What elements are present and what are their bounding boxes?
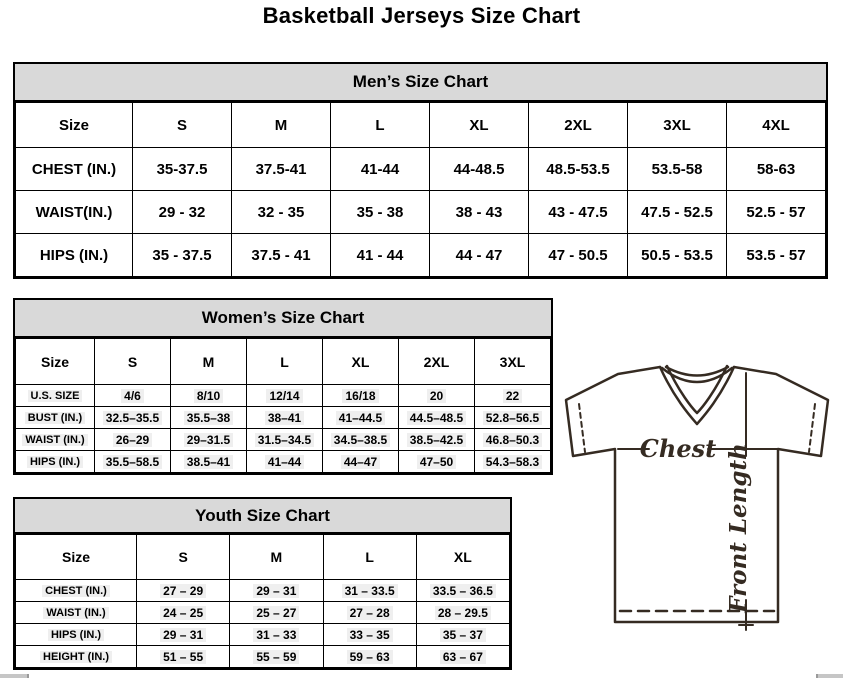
mens-size-chart <box>13 62 828 279</box>
size-value-cell: 59 – 63 <box>323 646 416 668</box>
size-value-cell: 33 – 35 <box>323 624 416 646</box>
size-value-cell: 38–41 <box>247 407 323 429</box>
sleeve-hem-dashed-right <box>809 404 815 452</box>
table-row <box>16 646 510 668</box>
sleeve-hem-dashed-left <box>579 404 585 452</box>
youth-table <box>15 534 510 668</box>
size-value-cell: 24 – 25 <box>137 602 230 624</box>
size-value-cell: 29 - 32 <box>133 191 232 234</box>
size-value-cell: 47 - 50.5 <box>529 234 628 277</box>
size-column-header: S <box>133 103 232 148</box>
size-value-cell: 27 – 29 <box>137 580 230 602</box>
size-value-cell: 8/10 <box>171 385 247 407</box>
womens-table <box>15 338 551 473</box>
size-value-cell: 37.5-41 <box>232 148 331 191</box>
size-value-cell: 35 – 37 <box>416 624 509 646</box>
size-value-cell: 52.5 - 57 <box>727 191 826 234</box>
scrollbar-fragment-left[interactable] <box>0 674 29 678</box>
row-label: WAIST (IN.) <box>16 429 95 451</box>
row-label: U.S. SIZE <box>16 385 95 407</box>
size-value-cell: 38.5–42.5 <box>399 429 475 451</box>
size-value-cell: 41–44 <box>247 451 323 473</box>
size-column-header: 2XL <box>399 339 475 385</box>
row-label: WAIST(IN.) <box>16 191 133 234</box>
size-column-header: Size <box>16 535 137 580</box>
size-value-cell: 44 - 47 <box>430 234 529 277</box>
size-value-cell: 34.5–38.5 <box>323 429 399 451</box>
size-value-cell: 53.5 - 57 <box>727 234 826 277</box>
collar-inner-v <box>667 366 727 413</box>
size-value-cell: 48.5-53.5 <box>529 148 628 191</box>
size-value-cell: 47–50 <box>399 451 475 473</box>
jersey-outline <box>566 367 828 622</box>
table-row <box>16 429 551 451</box>
jersey-diagram <box>556 360 836 638</box>
size-column-header: L <box>323 535 416 580</box>
row-label: CHEST (IN.) <box>16 580 137 602</box>
size-value-cell: 29 – 31 <box>230 580 323 602</box>
row-label: HEIGHT (IN.) <box>16 646 137 668</box>
table-row <box>16 624 510 646</box>
size-value-cell: 41–44.5 <box>323 407 399 429</box>
row-label: BUST (IN.) <box>16 407 95 429</box>
size-value-cell: 33.5 – 36.5 <box>416 580 509 602</box>
size-value-cell: 31 – 33 <box>230 624 323 646</box>
size-value-cell: 32 - 35 <box>232 191 331 234</box>
table-row <box>16 451 551 473</box>
size-value-cell: 58-63 <box>727 148 826 191</box>
size-value-cell: 41 - 44 <box>331 234 430 277</box>
size-column-header: L <box>331 103 430 148</box>
row-label: HIPS (IN.) <box>16 624 137 646</box>
size-column-header: XL <box>416 535 509 580</box>
front-length-label: Front Length <box>725 443 752 613</box>
size-column-header: Size <box>16 103 133 148</box>
size-column-header: M <box>171 339 247 385</box>
size-value-cell: 35.5–58.5 <box>95 451 171 473</box>
size-column-header: L <box>247 339 323 385</box>
size-value-cell: 4/6 <box>95 385 171 407</box>
size-value-cell: 54.3–58.3 <box>475 451 551 473</box>
size-value-cell: 31 – 33.5 <box>323 580 416 602</box>
size-column-header: S <box>137 535 230 580</box>
youth-size-chart <box>13 497 512 670</box>
size-column-header: XL <box>430 103 529 148</box>
size-value-cell: 44-48.5 <box>430 148 529 191</box>
size-value-cell: 43 - 47.5 <box>529 191 628 234</box>
size-value-cell: 25 – 27 <box>230 602 323 624</box>
size-column-header: M <box>230 535 323 580</box>
size-value-cell: 50.5 - 53.5 <box>628 234 727 277</box>
size-value-cell: 29 – 31 <box>137 624 230 646</box>
table-row <box>16 191 826 234</box>
size-value-cell: 41-44 <box>331 148 430 191</box>
row-label: HIPS (IN.) <box>16 234 133 277</box>
row-label: HIPS (IN.) <box>16 451 95 473</box>
table-row <box>16 407 551 429</box>
table-row <box>16 385 551 407</box>
size-value-cell: 32.5–35.5 <box>95 407 171 429</box>
size-value-cell: 46.8–50.3 <box>475 429 551 451</box>
row-label: CHEST (IN.) <box>16 148 133 191</box>
size-value-cell: 31.5–34.5 <box>247 429 323 451</box>
size-value-cell: 53.5-58 <box>628 148 727 191</box>
size-value-cell: 38.5–41 <box>171 451 247 473</box>
size-value-cell: 44.5–48.5 <box>399 407 475 429</box>
scrollbar-fragment-right[interactable] <box>816 674 843 678</box>
size-column-header: Size <box>16 339 95 385</box>
size-value-cell: 47.5 - 52.5 <box>628 191 727 234</box>
size-value-cell: 28 – 29.5 <box>416 602 509 624</box>
size-column-header: 4XL <box>727 103 826 148</box>
size-value-cell: 27 – 28 <box>323 602 416 624</box>
collar-back-arc-inner <box>666 367 728 376</box>
mens-chart-title: Men’s Size Chart <box>15 64 826 102</box>
chest-label: Chest <box>639 434 717 463</box>
size-value-cell: 55 – 59 <box>230 646 323 668</box>
table-row <box>16 234 826 277</box>
size-value-cell: 35-37.5 <box>133 148 232 191</box>
table-row <box>16 339 551 385</box>
table-row <box>16 103 826 148</box>
size-value-cell: 37.5 - 41 <box>232 234 331 277</box>
size-value-cell: 52.8–56.5 <box>475 407 551 429</box>
size-column-header: XL <box>323 339 399 385</box>
size-value-cell: 26–29 <box>95 429 171 451</box>
size-value-cell: 63 – 67 <box>416 646 509 668</box>
size-column-header: 3XL <box>628 103 727 148</box>
size-value-cell: 12/14 <box>247 385 323 407</box>
mens-table <box>15 102 826 277</box>
size-value-cell: 35 - 37.5 <box>133 234 232 277</box>
size-value-cell: 44–47 <box>323 451 399 473</box>
size-value-cell: 38 - 43 <box>430 191 529 234</box>
row-label: WAIST (IN.) <box>16 602 137 624</box>
size-value-cell: 16/18 <box>323 385 399 407</box>
size-column-header: 2XL <box>529 103 628 148</box>
size-value-cell: 35 - 38 <box>331 191 430 234</box>
size-column-header: 3XL <box>475 339 551 385</box>
size-value-cell: 20 <box>399 385 475 407</box>
womens-chart-title: Women’s Size Chart <box>15 300 551 338</box>
size-column-header: M <box>232 103 331 148</box>
womens-size-chart <box>13 298 553 475</box>
size-value-cell: 35.5–38 <box>171 407 247 429</box>
size-value-cell: 51 – 55 <box>137 646 230 668</box>
size-column-header: S <box>95 339 171 385</box>
table-row <box>16 148 826 191</box>
page-title: Basketball Jerseys Size Chart <box>262 3 581 28</box>
size-value-cell: 29–31.5 <box>171 429 247 451</box>
size-value-cell: 22 <box>475 385 551 407</box>
youth-chart-title: Youth Size Chart <box>15 499 510 534</box>
table-row <box>16 602 510 624</box>
table-row <box>16 580 510 602</box>
table-row <box>16 535 510 580</box>
